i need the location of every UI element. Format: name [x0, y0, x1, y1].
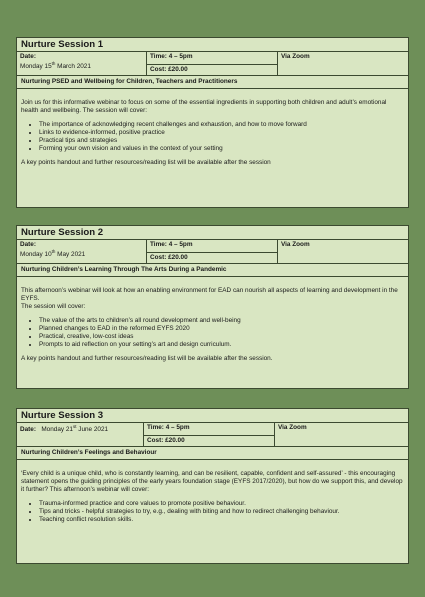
session-title: Nurture Session 2 [17, 226, 408, 240]
list-item: • Links to evidence-informed, positive practice [39, 129, 404, 137]
date-cell [17, 423, 144, 446]
date-cell [17, 240, 147, 263]
session-info [17, 423, 408, 447]
list-item: • The importance of acknowledging recent challenges and exhaustion, and how to move forward [39, 121, 404, 129]
list-item: • Practical tips and strategies [39, 137, 404, 145]
list-item: • Practical, creative, low-cost ideas [39, 333, 404, 341]
list-item: • Tips and tricks - helpful strategies to try, e.g., dealing with biting and how to redirect challenging behaviour. [39, 508, 404, 516]
date-value: Monday 21st June 2021 [41, 424, 109, 434]
outro-text: A key points handout and further resources/reading list will be available after the session. [21, 355, 273, 362]
outro-text: A key points handout and further resources/reading list will be available after the session [21, 159, 271, 166]
session-title: Nurture Session 3 [17, 409, 408, 423]
time-value: Time: 4 – 5pm [147, 424, 190, 431]
session-card-2 [16, 225, 409, 389]
list-item: • Planned changes to EAD in the reformed EYFS 2020 [39, 325, 404, 333]
list-item: • Trauma-informed practice and core values to promote positive behaviour. [39, 500, 404, 508]
cost-value: Cost: £20.00 [147, 64, 277, 75]
list-item: • Prompts to aid reflection on your setting’s art and design curriculum. [39, 341, 404, 349]
session-subtitle: Nurturing PSED and Wellbeing for Children, Teachers and Practitioners [17, 76, 408, 89]
intro-text-2: The session will cover: [21, 303, 86, 310]
session-subtitle: Nurturing Children’s Learning Through The Arts During a Pandemic [17, 264, 408, 277]
time-value: Time: 4 – 5pm [150, 53, 193, 60]
date-label: Date: [20, 241, 36, 248]
time-cost-cell [147, 52, 278, 75]
time-value: Time: 4 – 5pm [150, 241, 193, 248]
date-label: Date: [20, 53, 36, 60]
session-title: Nurture Session 1 [17, 38, 408, 52]
session-subtitle: Nurturing Children’s Feelings and Behaviour [17, 447, 408, 460]
bullet-list [21, 121, 404, 153]
date-label: Date: [20, 426, 36, 434]
date-value: Monday 15th March 2021 [20, 61, 91, 71]
session-card-3 [16, 408, 409, 564]
venue-value: Via Zoom [278, 424, 307, 431]
list-item: • Teaching conflict resolution skills. [39, 516, 404, 524]
list-item: • Forming your own vision and values in the context of your setting [39, 145, 404, 153]
time-cost-cell [144, 423, 275, 446]
session-info [17, 52, 408, 76]
bullet-list [21, 500, 404, 524]
date-cell [17, 52, 147, 75]
session-description [17, 460, 408, 534]
date-value: Monday 10th May 2021 [20, 249, 86, 259]
cost-value: Cost: £20.00 [147, 252, 277, 263]
venue-value: Via Zoom [281, 241, 310, 248]
time-cost-cell [147, 240, 278, 263]
venue-value: Via Zoom [281, 53, 310, 60]
session-card-1 [16, 37, 409, 208]
cost-value: Cost: £20.00 [144, 435, 274, 446]
intro-text: ‘Every child is a unique child, who is constantly learning, and can be resilient, capable, confident and self-assured’ - this encouraging statement opens the guiding principles of the early years foundation stage (EYFS 2017/2020), but how do we support this, and develop it further? This afternoon’s webinar will cover: [21, 470, 403, 493]
session-description [17, 89, 408, 177]
intro-text: This afternoon’s webinar will look at how an enabling environment for EAD can nourish all aspects of learning and development in the EYFS. [21, 287, 398, 302]
session-description [17, 277, 408, 373]
list-item: • The value of the arts to children’s all round development and well-being [39, 317, 404, 325]
session-info [17, 240, 408, 264]
intro-text: Join us for this informative webinar to focus on some of the essential ingredients in supporting both children and adult’s emotional health and wellbeing. The session will cover: [21, 99, 387, 114]
bullet-list [21, 317, 404, 349]
